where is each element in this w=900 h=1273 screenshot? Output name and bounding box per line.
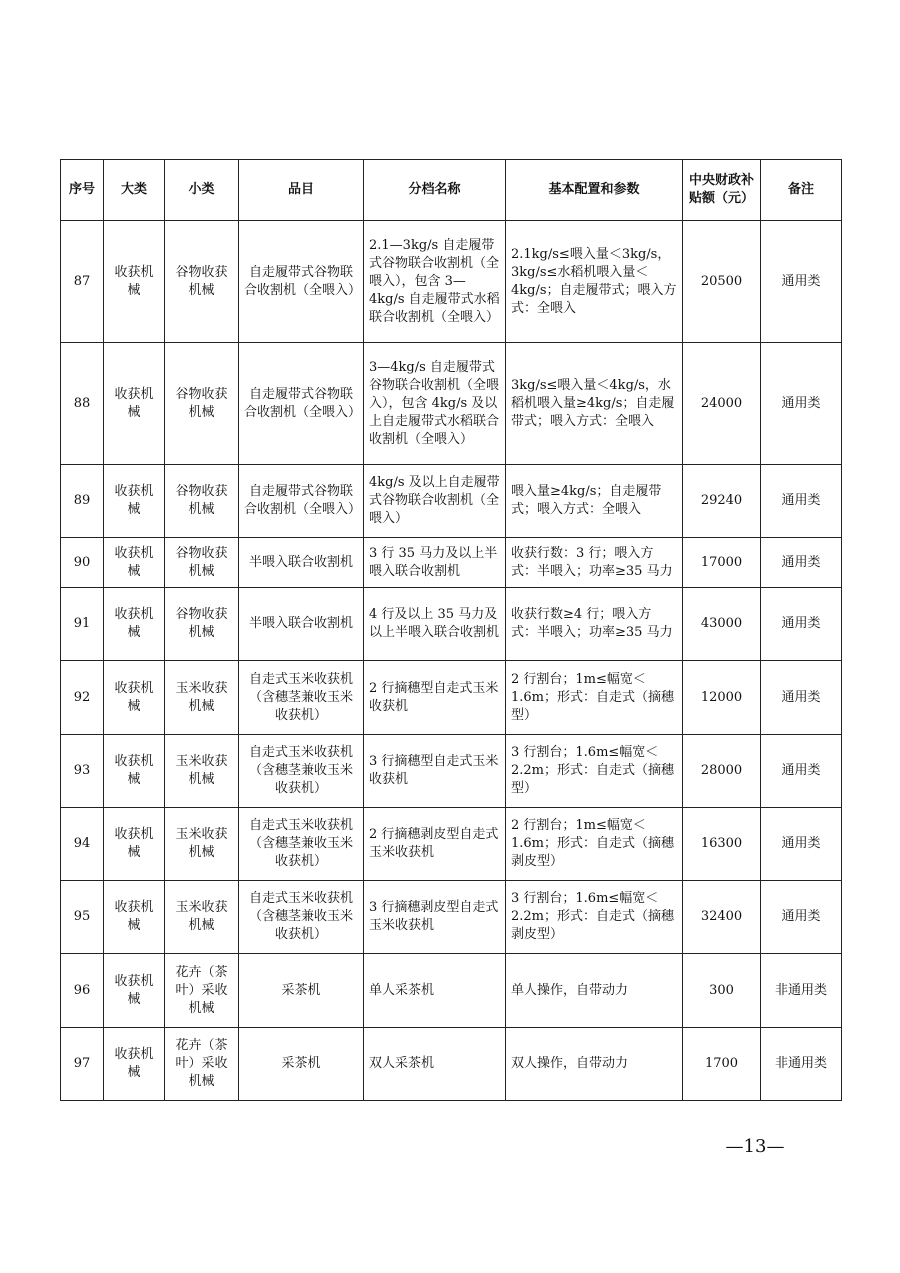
cell-seq: 88 — [61, 343, 104, 465]
cell-config: 2 行割台；1m≤幅宽＜1.6m；形式：自走式（摘穗剥皮型） — [506, 808, 683, 881]
cell-item: 自走式玉米收获机（含穗茎兼收玉米收获机） — [239, 735, 364, 808]
cell-remark: 通用类 — [761, 465, 842, 538]
cell-item: 自走式玉米收获机（含穗茎兼收玉米收获机） — [239, 808, 364, 881]
cell-seq: 93 — [61, 735, 104, 808]
cell-category: 收获机械 — [104, 1028, 165, 1101]
cell-remark: 通用类 — [761, 661, 842, 735]
cell-seq: 91 — [61, 588, 104, 661]
header-remark: 备注 — [761, 160, 842, 221]
cell-item: 自走履带式谷物联合收割机（全喂入） — [239, 343, 364, 465]
cell-subsidy: 300 — [683, 954, 761, 1028]
cell-subcategory: 谷物收获机械 — [165, 221, 239, 343]
header-config: 基本配置和参数 — [506, 160, 683, 221]
cell-item: 自走式玉米收获机（含穗茎兼收玉米收获机） — [239, 661, 364, 735]
cell-seq: 89 — [61, 465, 104, 538]
cell-config: 收获行数：3 行；喂入方式：半喂入；功率≥35 马力 — [506, 538, 683, 588]
cell-seq: 87 — [61, 221, 104, 343]
cell-item: 自走履带式谷物联合收割机（全喂入） — [239, 465, 364, 538]
table-row — [61, 588, 842, 661]
cell-category: 收获机械 — [104, 735, 165, 808]
cell-subsidy: 16300 — [683, 808, 761, 881]
cell-subcategory: 谷物收获机械 — [165, 588, 239, 661]
cell-subcategory: 谷物收获机械 — [165, 465, 239, 538]
cell-subsidy: 12000 — [683, 661, 761, 735]
table-row — [61, 735, 842, 808]
subsidy-table — [60, 159, 842, 1101]
cell-tier-name: 2.1—3kg/s 自走履带式谷物联合收割机（全喂入），包含 3—4kg/s 自走履带式水稻联合收割机（全喂入） — [364, 221, 506, 343]
cell-remark: 非通用类 — [761, 954, 842, 1028]
cell-tier-name: 4kg/s 及以上自走履带式谷物联合收割机（全喂入） — [364, 465, 506, 538]
cell-remark: 通用类 — [761, 735, 842, 808]
cell-tier-name: 双人采茶机 — [364, 1028, 506, 1101]
cell-subcategory: 玉米收获机械 — [165, 808, 239, 881]
cell-category: 收获机械 — [104, 661, 165, 735]
table-body — [61, 221, 842, 1101]
cell-config: 单人操作，自带动力 — [506, 954, 683, 1028]
cell-category: 收获机械 — [104, 221, 165, 343]
cell-remark: 通用类 — [761, 343, 842, 465]
table-row — [61, 661, 842, 735]
table-row — [61, 1028, 842, 1101]
cell-subcategory: 玉米收获机械 — [165, 661, 239, 735]
cell-seq: 96 — [61, 954, 104, 1028]
cell-tier-name: 4 行及以上 35 马力及以上半喂入联合收割机 — [364, 588, 506, 661]
cell-item: 采茶机 — [239, 954, 364, 1028]
cell-remark: 非通用类 — [761, 1028, 842, 1101]
cell-category: 收获机械 — [104, 465, 165, 538]
cell-tier-name: 3—4kg/s 自走履带式谷物联合收割机（全喂入），包含 4kg/s 及以上自走履带式水稻联合收割机（全喂入） — [364, 343, 506, 465]
table-row — [61, 881, 842, 954]
cell-item: 半喂入联合收割机 — [239, 588, 364, 661]
cell-config: 3 行割台；1.6m≤幅宽＜2.2m；形式：自走式（摘穗剥皮型） — [506, 881, 683, 954]
cell-seq: 90 — [61, 538, 104, 588]
cell-remark: 通用类 — [761, 538, 842, 588]
cell-subcategory: 玉米收获机械 — [165, 881, 239, 954]
cell-config: 3kg/s≤喂入量＜4kg/s，水稻机喂入量≥4kg/s；自走履带式；喂入方式：全喂入 — [506, 343, 683, 465]
cell-seq: 97 — [61, 1028, 104, 1101]
cell-category: 收获机械 — [104, 881, 165, 954]
cell-subsidy: 29240 — [683, 465, 761, 538]
cell-remark: 通用类 — [761, 588, 842, 661]
header-category: 大类 — [104, 160, 165, 221]
cell-item: 采茶机 — [239, 1028, 364, 1101]
cell-category: 收获机械 — [104, 954, 165, 1028]
cell-category: 收获机械 — [104, 588, 165, 661]
cell-subsidy: 20500 — [683, 221, 761, 343]
cell-config: 喂入量≥4kg/s；自走履带式；喂入方式：全喂入 — [506, 465, 683, 538]
cell-item: 半喂入联合收割机 — [239, 538, 364, 588]
cell-tier-name: 2 行摘穗剥皮型自走式玉米收获机 — [364, 808, 506, 881]
cell-subsidy: 43000 — [683, 588, 761, 661]
cell-category: 收获机械 — [104, 808, 165, 881]
cell-remark: 通用类 — [761, 881, 842, 954]
cell-subcategory: 花卉（茶叶）采收机械 — [165, 1028, 239, 1101]
cell-subsidy: 1700 — [683, 1028, 761, 1101]
cell-tier-name: 3 行摘穗型自走式玉米收获机 — [364, 735, 506, 808]
cell-tier-name: 3 行 35 马力及以上半喂入联合收割机 — [364, 538, 506, 588]
cell-category: 收获机械 — [104, 343, 165, 465]
cell-seq: 92 — [61, 661, 104, 735]
cell-seq: 95 — [61, 881, 104, 954]
cell-config: 2.1kg/s≤喂入量＜3kg/s，3kg/s≤水稻机喂入量＜4kg/s；自走履带式；喂入方式：全喂入 — [506, 221, 683, 343]
table-row — [61, 343, 842, 465]
cell-tier-name: 2 行摘穗型自走式玉米收获机 — [364, 661, 506, 735]
cell-item: 自走履带式谷物联合收割机（全喂入） — [239, 221, 364, 343]
cell-subsidy: 32400 — [683, 881, 761, 954]
table-header-row — [61, 160, 842, 221]
cell-config: 双人操作，自带动力 — [506, 1028, 683, 1101]
cell-tier-name: 单人采茶机 — [364, 954, 506, 1028]
header-seq: 序号 — [61, 160, 104, 221]
cell-category: 收获机械 — [104, 538, 165, 588]
header-subsidy: 中央财政补贴额（元） — [683, 160, 761, 221]
cell-subsidy: 17000 — [683, 538, 761, 588]
cell-config: 2 行割台；1m≤幅宽＜1.6m；形式：自走式（摘穗型） — [506, 661, 683, 735]
header-subcategory: 小类 — [165, 160, 239, 221]
cell-subcategory: 玉米收获机械 — [165, 735, 239, 808]
table-row — [61, 808, 842, 881]
cell-remark: 通用类 — [761, 808, 842, 881]
cell-config: 收获行数≥4 行；喂入方式：半喂入；功率≥35 马力 — [506, 588, 683, 661]
cell-subcategory: 花卉（茶叶）采收机械 — [165, 954, 239, 1028]
table-row — [61, 221, 842, 343]
cell-tier-name: 3 行摘穗剥皮型自走式玉米收获机 — [364, 881, 506, 954]
table-row — [61, 465, 842, 538]
table-row — [61, 954, 842, 1028]
cell-subcategory: 谷物收获机械 — [165, 538, 239, 588]
cell-remark: 通用类 — [761, 221, 842, 343]
header-tier-name: 分档名称 — [364, 160, 506, 221]
cell-subsidy: 28000 — [683, 735, 761, 808]
page-number: —13— — [725, 1136, 785, 1157]
cell-config: 3 行割台；1.6m≤幅宽＜2.2m；形式：自走式（摘穗型） — [506, 735, 683, 808]
cell-subcategory: 谷物收获机械 — [165, 343, 239, 465]
header-item: 品目 — [239, 160, 364, 221]
cell-subsidy: 24000 — [683, 343, 761, 465]
table-row — [61, 538, 842, 588]
cell-seq: 94 — [61, 808, 104, 881]
cell-item: 自走式玉米收获机（含穗茎兼收玉米收获机） — [239, 881, 364, 954]
